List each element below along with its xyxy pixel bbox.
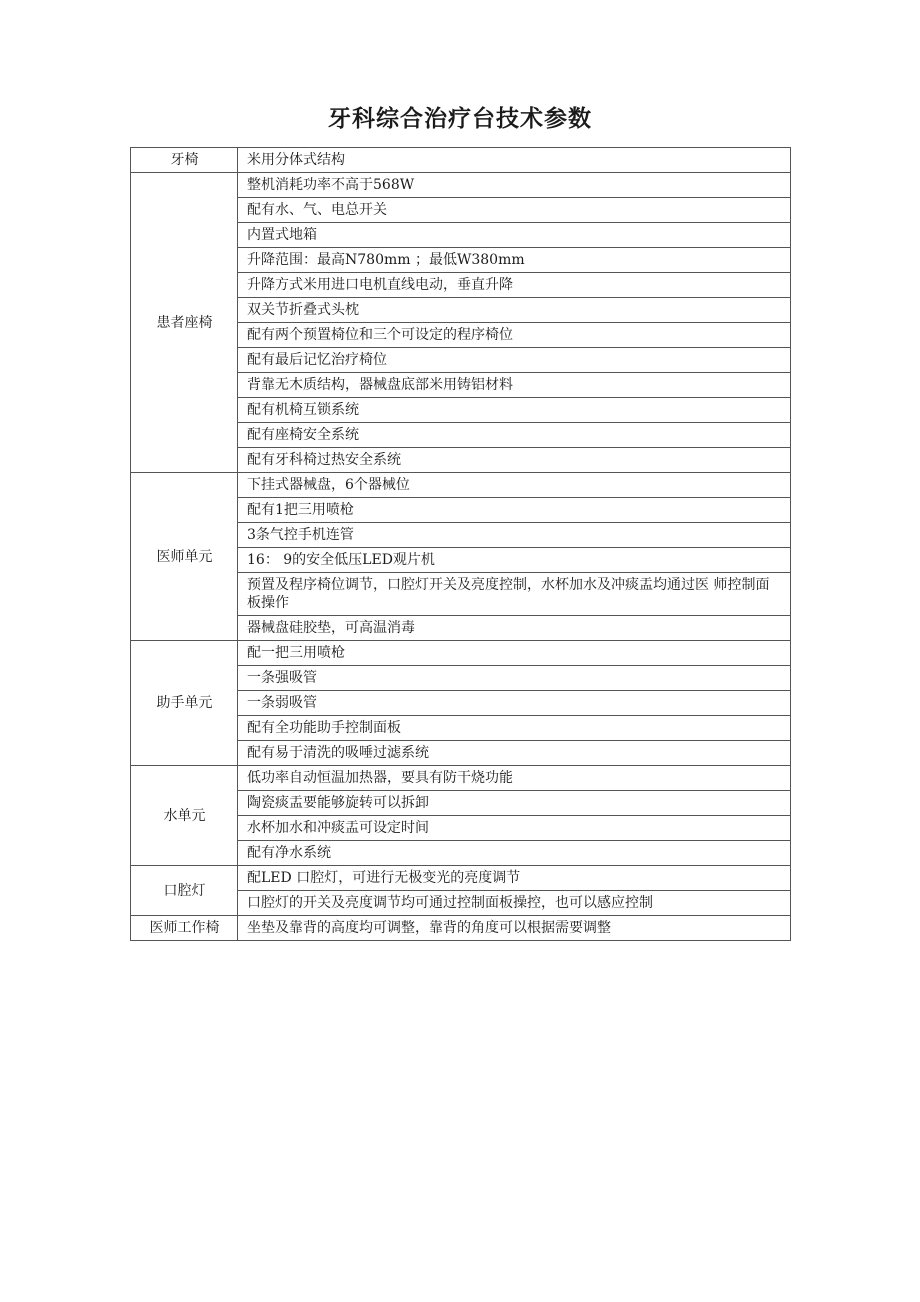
table-row: [131, 916, 791, 941]
category-cell: 医师工作椅: [131, 916, 238, 941]
spec-item-cell: 配有1把三用喷枪: [238, 498, 791, 523]
spec-item-cell: 配有牙科椅过热安全系统: [238, 448, 791, 473]
spec-item-cell: 配有两个预置椅位和三个可设定的程序椅位: [238, 323, 791, 348]
spec-item-cell: 坐垫及靠背的高度均可调整，靠背的角度可以根据需要调整: [238, 916, 791, 941]
category-cell: 口腔灯: [131, 866, 238, 916]
spec-item-cell: 一条强吸管: [238, 666, 791, 691]
spec-item-cell: 配有全功能助手控制面板: [238, 716, 791, 741]
spec-item-cell: 水杯加水和冲痰盂可设定时间: [238, 816, 791, 841]
spec-table-body: [131, 148, 791, 941]
table-row: [131, 766, 791, 791]
spec-item-cell: 配一把三用喷枪: [238, 641, 791, 666]
category-cell: 水单元: [131, 766, 238, 866]
category-cell: 助手单元: [131, 641, 238, 766]
spec-table: [130, 147, 791, 941]
spec-item-cell: 陶瓷痰盂要能够旋转可以拆卸: [238, 791, 791, 816]
spec-item-cell: 配有机椅互锁系统: [238, 398, 791, 423]
spec-item-cell: 低功率自动恒温加热器，要具有防干烧功能: [238, 766, 791, 791]
spec-item-cell: 器械盘硅胶垫，可高温消毒: [238, 616, 791, 641]
spec-item-cell: 3条气控手机连管: [238, 523, 791, 548]
table-row: [131, 473, 791, 498]
table-row: [131, 173, 791, 198]
spec-item-cell: 配有最后记忆治疗椅位: [238, 348, 791, 373]
spec-item-cell: 配有易于清洗的吸唾过滤系统: [238, 741, 791, 766]
spec-item-cell: 预置及程序椅位调节，口腔灯开关及亮度控制，水杯加水及冲痰盂均通过医 师控制面板操作: [238, 573, 791, 616]
spec-item-cell: 升降范围：最高N780mm ；最低W380mm: [238, 248, 791, 273]
spec-item-cell: 16： 9的安全低压LED观片机: [238, 548, 791, 573]
spec-item-cell: 背靠无木质结构，器械盘底部米用铸铝材料: [238, 373, 791, 398]
spec-item-cell: 双关节折叠式头枕: [238, 298, 791, 323]
table-row: [131, 641, 791, 666]
spec-item-cell: 一条弱吸管: [238, 691, 791, 716]
table-row: [131, 148, 791, 173]
category-cell: 医师单元: [131, 473, 238, 641]
document-title: 牙科综合治疗台技术参数: [328, 106, 592, 132]
spec-item-cell: 配有水、气、电总开关: [238, 198, 791, 223]
spec-item-cell: 下挂式器械盘，6个器械位: [238, 473, 791, 498]
spec-item-cell: 米用分体式结构: [238, 148, 791, 173]
spec-item-cell: 内置式地箱: [238, 223, 791, 248]
table-row: [131, 866, 791, 891]
spec-item-cell: 配有净水系统: [238, 841, 791, 866]
category-cell: 牙椅: [131, 148, 238, 173]
category-cell: 患者座椅: [131, 173, 238, 473]
spec-item-cell: 口腔灯的开关及亮度调节均可通过控制面板操控，也可以感应控制: [238, 891, 791, 916]
spec-item-cell: 配LED 口腔灯，可进行无极变光的亮度调节: [238, 866, 791, 891]
spec-item-cell: 配有座椅安全系统: [238, 423, 791, 448]
spec-item-cell: 升降方式米用进口电机直线电动，垂直升降: [238, 273, 791, 298]
spec-item-cell: 整机消耗功率不高于568W: [238, 173, 791, 198]
